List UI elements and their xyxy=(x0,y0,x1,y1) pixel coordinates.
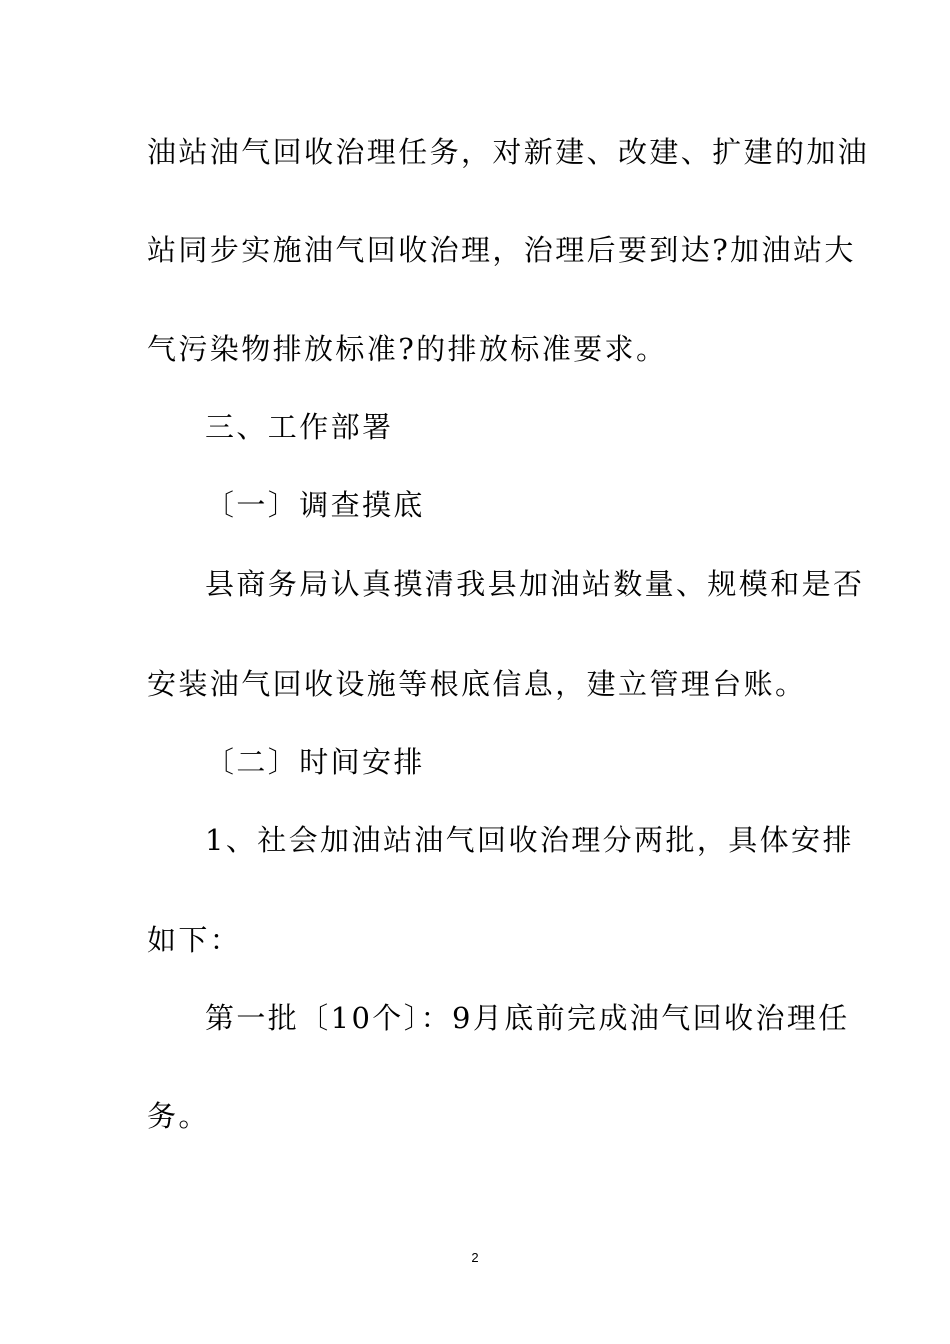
body-text-line: 县商务局认真摸清我县加油站数量、规模和是否 xyxy=(205,567,865,601)
body-text-line: 油站油气回收治理任务，对新建、改建、扩建的加油 xyxy=(147,135,870,169)
section-heading: 三、工作部署 xyxy=(205,410,394,444)
subsection-heading: 〔二〕时间安排 xyxy=(205,745,425,779)
subsection-heading: 〔一〕调查摸底 xyxy=(205,488,425,522)
page-number: 2 xyxy=(471,1250,479,1265)
body-text-line: 如下： xyxy=(147,923,242,957)
body-text-line: 务。 xyxy=(147,1099,210,1133)
body-text-line: 站同步实施油气回收治理，治理后要到达?加油站大 xyxy=(147,233,856,267)
body-text-line: 气污染物排放标准?的排放标准要求。 xyxy=(147,332,668,366)
body-text-line: 1、社会加油站油气回收治理分两批，具体安排 xyxy=(205,823,854,857)
body-text-line: 第一批〔10个〕：9月底前完成油气回收治理任 xyxy=(205,1001,850,1035)
body-text-line: 安装油气回收设施等根底信息，建立管理台账。 xyxy=(147,667,807,701)
